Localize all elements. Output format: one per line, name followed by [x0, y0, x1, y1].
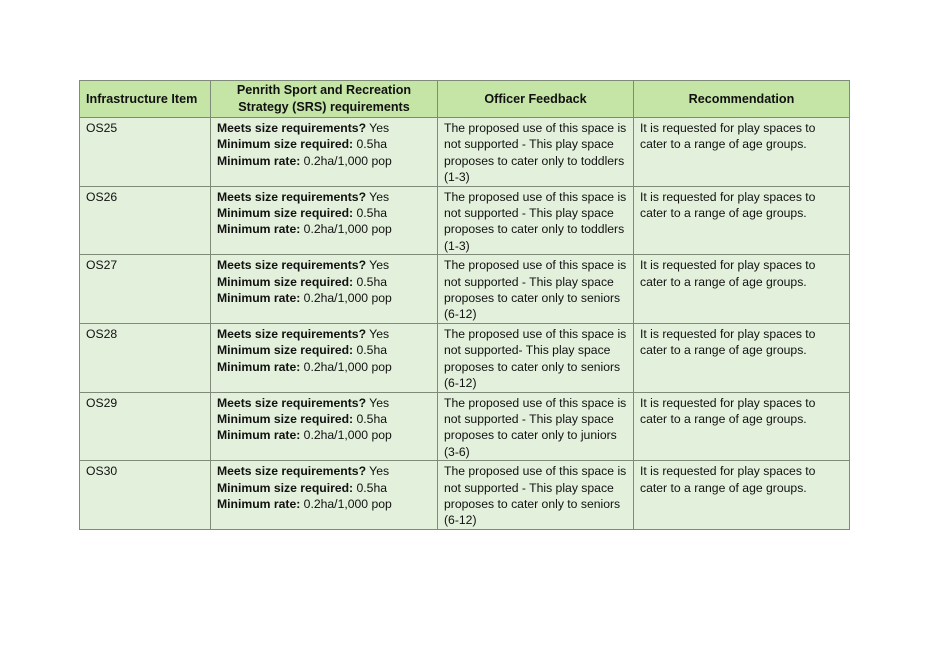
min-rate-label: Minimum rate:	[217, 153, 301, 168]
min-size-value: 0.5ha	[353, 206, 388, 221]
min-rate-value: 0.2ha/1,000 pop	[300, 153, 392, 168]
meets-size-label: Meets size requirements?	[217, 395, 367, 410]
min-size-label: Minimum size required:	[217, 343, 354, 358]
min-rate-label: Minimum rate:	[217, 359, 301, 374]
cell-feedback: The proposed use of this space is not supported- This play space proposes to cater only to seniors (6-12)	[438, 323, 634, 392]
cell-recommendation: It is requested for play spaces to cater to a range of age groups.	[634, 323, 850, 392]
meets-size-label: Meets size requirements?	[217, 189, 367, 204]
cell-feedback: The proposed use of this space is not supported - This play space proposes to cater only to juniors (3-6)	[438, 392, 634, 461]
min-size-value: 0.5ha	[353, 343, 388, 358]
min-size-value: 0.5ha	[353, 411, 388, 426]
min-size-line	[217, 342, 432, 358]
cell-requirements	[211, 186, 438, 255]
min-rate-line	[217, 221, 432, 237]
min-size-label: Minimum size required:	[217, 137, 354, 152]
meets-size-line	[217, 189, 432, 205]
meets-size-value: Yes	[366, 189, 390, 204]
min-rate-value: 0.2ha/1,000 pop	[300, 496, 392, 511]
header-recommendation: Recommendation	[634, 81, 850, 118]
meets-size-line	[217, 120, 432, 136]
meets-size-line	[217, 326, 432, 342]
meets-size-line	[217, 257, 432, 273]
min-rate-value: 0.2ha/1,000 pop	[300, 222, 392, 237]
meets-size-value: Yes	[366, 258, 390, 273]
min-rate-label: Minimum rate:	[217, 291, 301, 306]
meets-size-value: Yes	[366, 395, 390, 410]
min-size-value: 0.5ha	[353, 137, 388, 152]
min-size-line	[217, 205, 432, 221]
min-rate-label: Minimum rate:	[217, 222, 301, 237]
min-rate-line	[217, 359, 432, 375]
min-rate-line	[217, 290, 432, 306]
min-size-line	[217, 274, 432, 290]
cell-feedback: The proposed use of this space is not supported - This play space proposes to cater only to seniors (6-12)	[438, 461, 634, 530]
cell-item: OS25	[80, 118, 211, 187]
cell-requirements	[211, 255, 438, 324]
meets-size-value: Yes	[366, 326, 390, 341]
cell-recommendation: It is requested for play spaces to cater to a range of age groups.	[634, 186, 850, 255]
min-size-line	[217, 411, 432, 427]
min-size-line	[217, 480, 432, 496]
min-rate-line	[217, 153, 432, 169]
cell-recommendation: It is requested for play spaces to cater to a range of age groups.	[634, 118, 850, 187]
min-rate-label: Minimum rate:	[217, 428, 301, 443]
meets-size-label: Meets size requirements?	[217, 258, 367, 273]
min-rate-label: Minimum rate:	[217, 496, 301, 511]
header-srs-requirements: Penrith Sport and Recreation Strategy (SRS) requirements	[211, 81, 438, 118]
table-row	[80, 186, 850, 255]
cell-item: OS30	[80, 461, 211, 530]
table-row	[80, 255, 850, 324]
cell-feedback: The proposed use of this space is not supported - This play space proposes to cater only to toddlers (1-3)	[438, 118, 634, 187]
min-size-label: Minimum size required:	[217, 274, 354, 289]
table-row	[80, 392, 850, 461]
meets-size-label: Meets size requirements?	[217, 464, 367, 479]
meets-size-line	[217, 395, 432, 411]
cell-item: OS28	[80, 323, 211, 392]
cell-requirements	[211, 392, 438, 461]
cell-recommendation: It is requested for play spaces to cater to a range of age groups.	[634, 461, 850, 530]
infrastructure-table	[79, 80, 850, 530]
min-size-label: Minimum size required:	[217, 206, 354, 221]
min-size-value: 0.5ha	[353, 274, 388, 289]
cell-recommendation: It is requested for play spaces to cater to a range of age groups.	[634, 255, 850, 324]
table-row	[80, 323, 850, 392]
cell-recommendation: It is requested for play spaces to cater to a range of age groups.	[634, 392, 850, 461]
meets-size-value: Yes	[366, 464, 390, 479]
cell-requirements	[211, 118, 438, 187]
min-size-label: Minimum size required:	[217, 411, 354, 426]
min-rate-line	[217, 496, 432, 512]
min-size-line	[217, 136, 432, 152]
header-officer-feedback: Officer Feedback	[438, 81, 634, 118]
min-rate-line	[217, 427, 432, 443]
min-size-value: 0.5ha	[353, 480, 388, 495]
cell-feedback: The proposed use of this space is not supported - This play space proposes to cater only to seniors (6-12)	[438, 255, 634, 324]
cell-item: OS27	[80, 255, 211, 324]
cell-requirements	[211, 323, 438, 392]
min-size-label: Minimum size required:	[217, 480, 354, 495]
cell-item: OS29	[80, 392, 211, 461]
min-rate-value: 0.2ha/1,000 pop	[300, 428, 392, 443]
header-infrastructure-item: Infrastructure Item	[80, 81, 211, 118]
meets-size-value: Yes	[366, 121, 390, 135]
cell-feedback: The proposed use of this space is not supported - This play space proposes to cater only to toddlers (1-3)	[438, 186, 634, 255]
table-header-row	[80, 81, 850, 118]
table-row	[80, 461, 850, 530]
table-row	[80, 118, 850, 187]
meets-size-label: Meets size requirements?	[217, 326, 367, 341]
min-rate-value: 0.2ha/1,000 pop	[300, 359, 392, 374]
meets-size-line	[217, 463, 432, 479]
cell-requirements	[211, 461, 438, 530]
meets-size-label: Meets size requirements?	[217, 121, 367, 135]
min-rate-value: 0.2ha/1,000 pop	[300, 291, 392, 306]
cell-item: OS26	[80, 186, 211, 255]
